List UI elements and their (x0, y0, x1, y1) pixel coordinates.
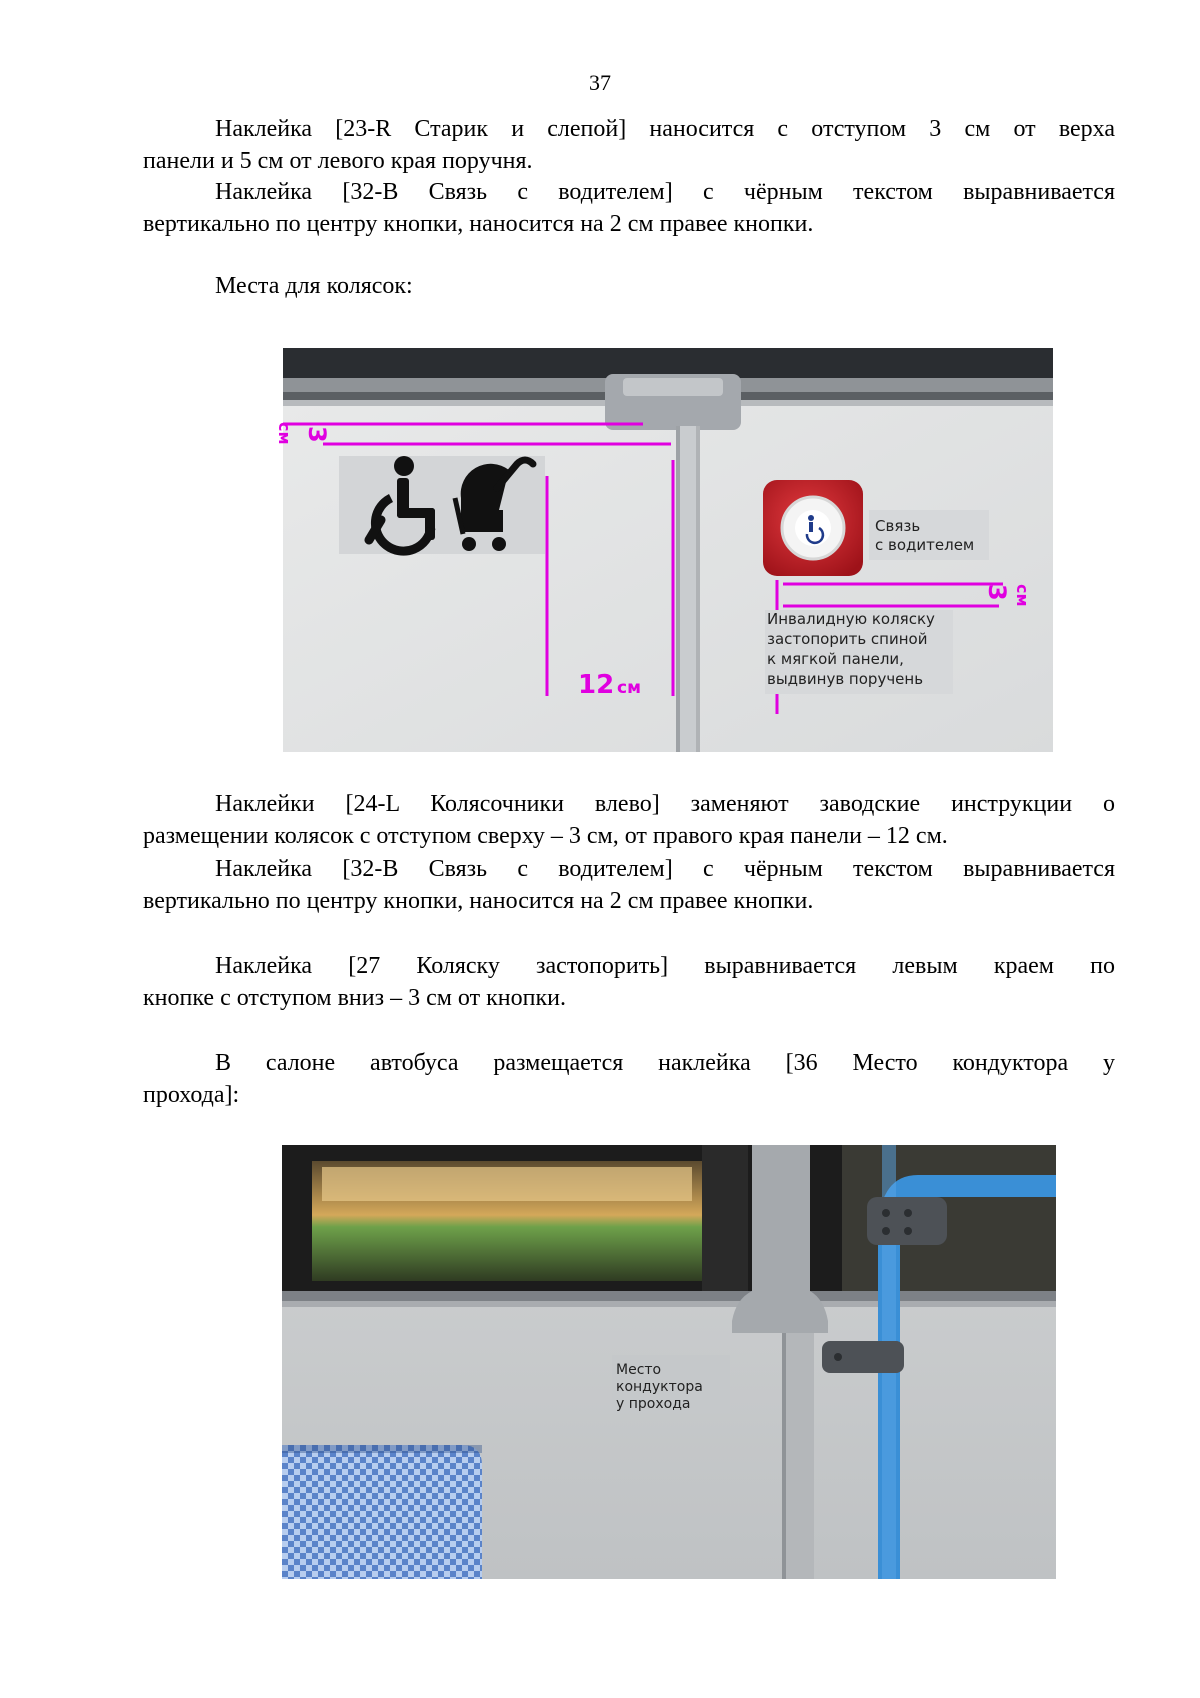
photo-conductor-place (282, 1145, 1056, 1579)
page-number: 37 (589, 70, 611, 95)
paragraph-continuation: панели и 5 см от левого края поручня. (143, 148, 533, 174)
sticker-lock-line3: к мягкой панели, (767, 650, 904, 668)
paragraph-sticker-23r (143, 113, 1115, 177)
paragraph-sticker-24l (143, 788, 1115, 852)
paragraph-line: Наклейка [32-В Связь с водителем] с чёрным текстом выравнивается (215, 179, 1115, 205)
sticker-conductor-line3: у прохода (616, 1396, 691, 1412)
paragraph-sticker-32b-2 (143, 853, 1115, 917)
photo-stroller-area (275, 348, 1053, 752)
sticker-driver-line1: Связь (875, 517, 921, 535)
paragraph-continuation: вертикально по центру кнопки, наносится на 2 см правее кнопки. (143, 888, 814, 914)
sticker-lock-line4: выдвинув поручень (767, 670, 924, 688)
sticker-conductor-line1: Место (616, 1362, 662, 1378)
dim-top-value: 3 (303, 426, 331, 443)
paragraph-line: Наклейка [32-В Связь с водителем] с чёрным текстом выравнивается (215, 856, 1115, 882)
sticker-conductor-line2: кондуктора (616, 1379, 703, 1395)
dim-right-unit: см (1013, 584, 1032, 607)
dim-top-unit: см (275, 422, 294, 445)
section-heading-stroller-places (143, 270, 1115, 302)
paragraph-sticker-27 (143, 950, 1115, 1014)
paragraph-continuation: вертикально по центру кнопки, наносится на 2 см правее кнопки. (143, 211, 814, 237)
sticker-lock-line2: застопорить спиной (767, 630, 928, 648)
paragraph-sticker-32b-1 (143, 176, 1115, 240)
paragraph-line: Наклейка [23-R Старик и слепой] наносится с отступом 3 см от верха (215, 116, 1115, 142)
dim-side-value: 12 (578, 670, 615, 700)
paragraph-line: Места для колясок: (215, 273, 413, 299)
paragraph-sticker-36 (143, 1047, 1115, 1111)
dim-right-value: 3 (983, 584, 1011, 601)
sticker-lock-line1: Инвалидную коляску (767, 610, 935, 628)
dim-side-unit: см (617, 678, 641, 698)
paragraph-continuation: размещении колясок с отступом сверху – 3 см, от правого края панели – 12 см. (143, 823, 948, 849)
paragraph-line: Наклейка [27 Коляску застопорить] выравнивается левым краем по (215, 953, 1115, 979)
sticker-driver-line2: с водителем (875, 536, 975, 554)
paragraph-continuation: прохода]: (143, 1082, 240, 1108)
paragraph-line: В салоне автобуса размещается наклейка [36 Место кондуктора у (215, 1050, 1115, 1076)
paragraph-line: Наклейки [24-L Колясочники влево] заменяют заводские инструкции о (215, 791, 1115, 817)
paragraph-continuation: кнопке с отступом вниз – 3 см от кнопки. (143, 985, 566, 1011)
